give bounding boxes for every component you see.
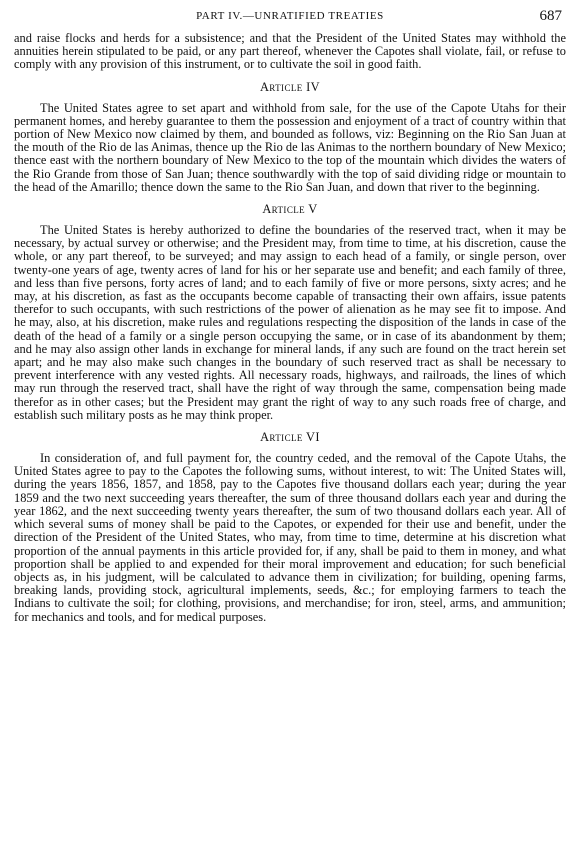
article-vi-text: In consideration of, and full payment for, the country ceded, and the removal of the Capote Utahs, the United States agree to pay to the Capotes the following sums, without interest, to wit: The United States will, during the years 1856, 1857, and 1858, pay to the Capotes five thousand dollars each year; during the year 1859 and the two next succeeding years thereafter, the sum of three thousand dollars each year and during the year 1862, and the next succeeding twenty years thereafter, the sum of two thousand dollars each year. All of which several sums of money shall be paid to the Capotes, or expended for their use and benefit, under the direction of the President of the United States, who may, from time to time, determine at his discretion what proportion of the annual payments in this article provided for, if any, shall be paid to them in money, and what proportion shall be applied to and expended for their moral improvement and education; for such beneficial objects as, in his judgment, will be calculated to advance them in civilization; for building, opening farms, breaking lands, providing stock, agricultural implements, seeds, &c.; for employing farmers to teach the Indians to cultivate the soil; for clothing, provisions, and merchandise; for iron, steel, arms, and ammunition; for mechanics and tools, and for medical purposes. [14,451,566,624]
article-v-heading: Article V [262,202,318,217]
article-v-text: The United States is hereby authorized to define the boundaries of the reserved tract, when it may be necessary, by actual survey or otherwise; and the President may, from time to time, at his discretion, cause the whole, or any part thereof, to be surveyed; and may assign to each head of a family, or single person, over twenty-one years of age, twenty acres of land for his or her separate use and benefit; and each family of three, and less than five persons, forty acres of land; and to each family of five or more persons, sixty acres; and he may, at his discretion, as fast as the occupants become capable of transacting their own affairs, issue patents therefor to such occupants, with such restrictions of the power of alienation as he may see fit to impose. And he may, also, at his discretion, make rules and regulations respecting the disposition of the lands in case of the death of the head of a family or a single person occupying the same, or in case of its abandonment by them; and he may also assign other lands in exchange for mineral lands, if any such are found on the tract herein set apart; and he may also make such changes in the boundary of such reserved tract as shall be necessary to prevent interference with any vested rights. All necessary roads, highways, and railroads, the lines of which may run through the reserved tract, shall have the right of way through the same, compensation being made therefor as in other cases; but the President may grant the right of way to any such roads free of charge, and establish such military posts as he may think proper. [14,223,566,422]
page-header [14,8,566,32]
page-number: 687 [539,8,562,24]
article-vi-heading: Article VI [260,430,320,445]
running-head: PART IV.—UNRATIFIED TREATIES [196,10,384,22]
article-iv-heading: Article IV [259,79,321,94]
article-iv-text: The United States agree to set apart and withhold from sale, for the use of the Capote Utahs for their permanent homes, and hereby guarantee to them the possession and enjoyment of a tract of country within that portion of New Mexico now claimed by them, and bounded as follows, viz: Beginning on the Rio San Juan at the mouth of the Rio de las Animas, thence up the Rio de las Animas to the northern boundary of New Mexico; thence east with the northern boundary of New Mexico to the top of the mountain which divides the waters of the Rio Grande from those of San Juan; thence southwardly with the top of said dividing ridge or mountain to the head of the Amarillo; thence down the same to the Rio San Juan, and down that river to the beginning. [14,100,566,194]
continuation-paragraph: and raise flocks and herds for a subsistence; and that the President of the United States may withhold the annuities herein stipulated to be paid, or any part thereof, whenever the Capotes shall violate, fail, or refuse to comply with any provision of this instrument, or to cultivate the soil in good faith. [14,31,566,72]
